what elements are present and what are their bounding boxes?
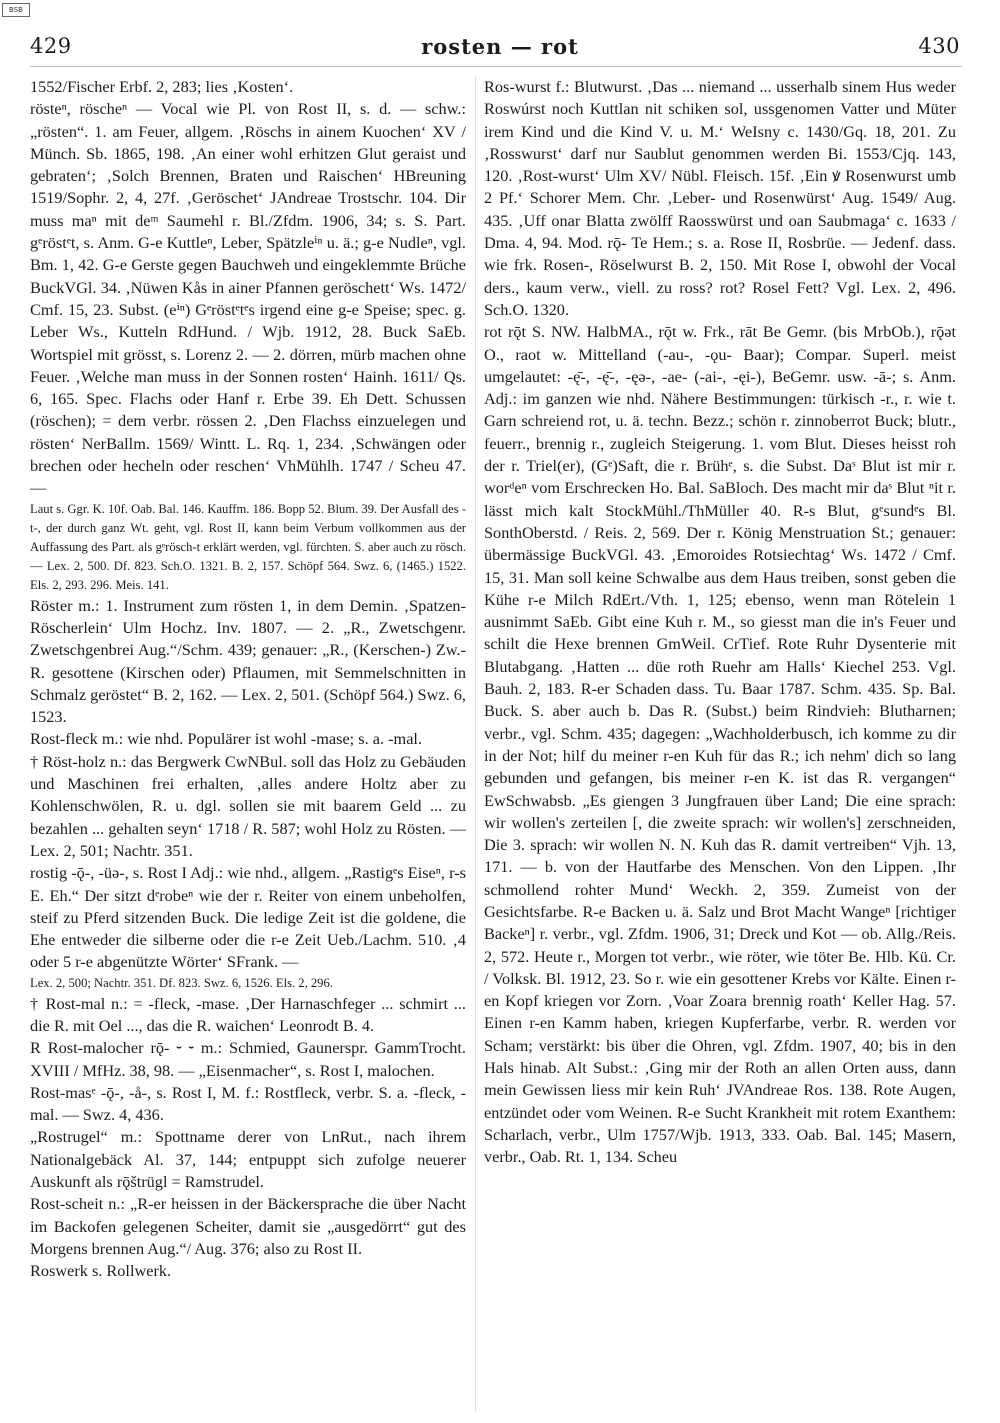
dictionary-entry: „Rostrugel“ m.: Spottname derer von LnRut., nach ihrem Nationalgebäck Al. 37, 144; entpuppt sich zufolge neuerer Auskunft als rǭštrügl = Ramstrudel. [30,1127,466,1192]
right-column [484,76,956,1416]
column-divider [475,76,476,1412]
dictionary-entry: rostig -ǭ-, -üǝ-, s. Rost I Adj.: wie nhd., allgem. „Rastigᵉs Eiseⁿ, r-s E. Eh.“ Der sitzt dᵉrobeⁿ wie der r. Reiter von einem unbeholfen, steif zu Pferd sitzenden Buck. Die ledige Zeit ist die goldene, die Ehe entweder die silberne oder die r-e Zeit Ueb./Lachm. 510. ‚4 oder 5 r-e abgenützte Wörter‘ SFrank. — [30,863,466,972]
dictionary-entry: Lex. 2, 500; Nachtr. 351. Df. 823. Swz. 6, 1526. Els. 2, 296. [30,975,333,990]
dictionary-entry: Rost-scheit n.: „R-er heissen in der Bäckersprache die über Nacht im Backofen gelegenen Scheiter, damit sie „ausgedörrt“ gut des Morgens brennen Aug.“/ Aug. 376; also zu Rost II. [30,1194,466,1258]
dictionary-entry: Roswerk s. Rollwerk. [30,1261,172,1281]
dictionary-entry: rot rǭt S. NW. HalbMA., rǭt w. Frk., rāt Be Gemr. (bis MrbOb.), rǭǝt O., raot w. Mittelland (-au-, -ǫu- Baar); Compar. Superl. meist umgelautet: -ę̄-, -ę̄-, -ęǝ-, -ae- (-ai-, -ęi-), BeGemr. usw. -ā-; s. Anm. Adj.: im ganzen wie nhd. Nähere Bestimmungen: türkisch -r., r. wie t. Garn schreiend rot, u. ä. techn. Bezz.; schön r. zinnoberrot Buck; blutr., feuerr., brennig r., zugleich Steigerung. 1. vom Blut. Dieses heisst roh der r. Triel(er), (Gᵉ)Saft, die r. Brühᵉ, s. die Subst. Daˢ Blut ist mir r. worᵈeⁿ vom Erschrecken Ho. Bal. SaBloch. Des macht mir daˢ Blut ⁿit r. lässt mich kalt StockMühl./ThMüller 40. R-s Blut, gᵉsundᵉs Bl. SonthOberstd. / Reis. 2, 569. Der r. König Menstruation St.; genauer: übermässige BuckVGl. 43. ‚Emoroides Rotsiechtag‘ Ws. 1472 / Cmf. 15, 31. Man soll keine Schwalbe aus dem Haus treiben, sonst geben die Kühe r-e Milch RdErt./Vth. 1, 125; ebenso, wenn man Rötelein 1 ausnimmt SaEb. Gibt eine Kuh r. M., so giesst man die in's Feuer und schilt die Hexe brennen GmWeil. CrTief. Rote Ruhr Dysenterie mit Blutabgang. ‚Hatten ... düe roth Ruehr am Halls‘ Kiechel 253. Vgl. Bauh. 2, 183. R-er Schaden dass. Tu. Baar 1787. Schm. 435. Sp. Bal. Buck. S. aber auch b. Das R. (Subst.) beim Rindvieh: Blutharnen; verbr., vgl. Schm. 435; dagegen: „Wachholderbusch, ich komme zu dir in der Not; hilf du meiner r-en Kuh für das R.; ich nehm' dich so lang gebunden und gefangen, bis meiner r-en K. ist das R. vergangen“ EwSchwabsb. „Es giengen 3 Jungfrauen über Land; Die eine sprach: wir wollen's zerteilen [, die zweite sprach: wir wollen's] zerschneiden, Die 3. sprach: wir wollen N. N. Kuh das R. damit vertreiben“ Vjh. 13, 171. — b. von der Hautfarbe des Menschen. Von den Lippen. ‚Ihr schmollend rohter Mund‘ Weckh. 2, 359. Zumeist von der Gesichtsfarbe. R-e Backen u. ä. Salz und Brot Macht Wangeⁿ [richtiger Backeⁿ] r. verbr., vgl. Zfdm. 1906, 31; Dreck und Kot — ob. Allg./Reis. 2, 572. Heute r., Morgen tot verbr., wie röter, wie töter Be. Hlb. Kü. Cr. / Volksk. Bl. 1912, 23. So r. wie ein gesottener Krebs vor Kälte. Einen r-en Kopf kriegen vor Zorn. ‚Voar Zoara brennig roath‘ Keller Hag. 57. Einen r-en Kamm haben, kriegen Kupferfarbe, verbr. R. werden vor Scham; verstärkt: bis über die Ohren, vgl. Zfdm. 1907, 40; bis in den Hals hinab. Alt Subst.: ‚Ging mir der Roth an allen Orten auss, dann mein Gewissen liess mir kein Ruh‘ JVAndreae Ros. 138. Rote Augen, entzündet oder vom Weinen. R-e Sucht Krankheit mit rotem Exanthem: Scharlach, verbr., Ulm 1757/Wjb. 1913, 333. Oab. Bal. 145; Masern, verbr., Oab. Rt. 1, 134. Scheu [484,322,956,1167]
dictionary-entry: rösteⁿ, röscheⁿ — Vocal wie Pl. von Rost II, s. d. — schw.: „rösten“. 1. am Feuer, allgem. ‚Röschs in ainem Kuochen‘ XV / Münch. Sb. 1865, 198. ‚An einer wohl erhitzen Glut geraist und gebraten‘; ‚Solch Brennen, Braten und Raischen‘ HBreuning 1519/Sophr. 2, 4, 27f. ‚Geröschet‘ JAndreae Trostschr. 104. Dir muss maⁿ mit deᵐ Saumehl r. Bl./Zfdm. 1906, 34; s. S. Part. gᵉröstᵉt, s. Anm. G-e Kuttleⁿ, Leber, Spätzleⁱⁿ u. ä.; g-e Nudleⁿ, vgl. Bm. 1, 42. G-e Gerste gegen Bauchweh und eingeklemmte Brüche BuckVGl. 34. ‚Nüwen Kås in ainer Pfannen geröschett‘ Ws. 1472/ Cmf. 15, 23. Subst. (eⁱⁿ) Gᵉröstᵉtᵉs irgend eine g-e Speise; spec. g. Leber Ws., Kutteln RdHund. / Wjb. 1912, 28. Buck SaEb. Wortspiel mit grösst, s. Lorenz 2. — 2. dörren, mürb machen ohne Feuer. ‚Welche man muss in der Sonnen rosten‘ Hainh. 1611/ Qs. 6, 165. Spec. Flachs oder Hanf r. Erbe 39. Eh Dett. Schussen (röschen); = dem verbr. rössen 2. ‚Den Flachss einzuelegen und rösten‘ NerBallm. 1569/ Wintt. L. Rq. 1, 234. ‚Schwängen oder brechen oder hecheln oder reschen‘ VhMühlh. 1747 / Scheu 47. — [30,99,466,498]
dictionary-entry: 1552/Fischer Erbf. 2, 283; lies ‚Kosten‘. [30,77,294,96]
dictionary-entry: Laut s. Ggr. K. 10f. Oab. Bal. 146. Kauffm. 186. Bopp 52. Blum. 39. Der Ausfall des -t-, der durch ganz Wt. geht, vgl. Rost II, kann beim Verbum vollkommen aus der Auffassung des Part. als gᵉrösch-t erklärt werden, vgl. fürchten. S. aber auch zu rösch. — Lex. 2, 500. Df. 823. Sch.O. 1321. B. 2, 157. Schöpf 564. Swz. 6, (1465.) 1522. Els. 2, 293. 296. Meis. 141. [30,501,466,592]
dictionary-entry: Rost-masᵉ -ǭ-, -å-, s. Rost I, M. f.: Rostfleck, verbr. S. a. -fleck, -mal. — Swz. 4, 436. [30,1082,466,1125]
dictionary-entry: R Rost-malocher rǭ- ⏑ ⏑ m.: Schmied, Gaunerspr. GammTrocht. XVIII / MfHz. 38, 98. — „Eisenmacher“, s. Rost I, malochen. [30,1038,466,1080]
dictionary-entry: Ros-wurst f.: Blutwurst. ‚Das ... niemand ... usserhalb sinem Hus weder Roswúrst noch Kuttlan nit schiken sol, ussgenomen Vatter und Müter irem Kind und die Kind V. u. M.‘ WeIsny c. 1430/Gq. 18, 201. Zu ‚Rosswurst‘ darf nur Saublut genommen werden Bi. 1553/Cjq. 143, 120. ‚Rost-wurst‘ Ulm XV/ Nübl. Fleisch. 15f. ‚Ein ꝟ Rosenwurst umb 2 Pf.‘ Schorer Mem. Chr. ‚Leber- und Rosenwürst‘ Aug. 1549/ Aug. 435. ‚Uff onar Blatta zwölff Raosswürst und oan Saubmaga‘ c. 1633 / Dma. 4, 94. Mod. rǭ- Te Hem.; s. a. Rose II, Rosbrüe. — Jedenf. dass. wie frk. Rosen-, Röselwurst B. 2, 150. Mit Rose I, obwohl der Vocal ders., kaum verw., viell. zu ross? rot? Rosel Fett? Vgl. Lex. 2, 496. Sch.O. 1320. [484,77,956,319]
dictionary-entry: Röster m.: 1. Instrument zum rösten 1, in dem Demin. ‚Spatzen-Röscherlein‘ Ulm Hochz. Inv. 1807. — 2. „R., Zwetschgenr. Zwetschgenbrei Aug.“/Schm. 439; genauer: „R., (Kerschen-) Zw.-R. gesottene (Kirschen oder) Pflaumen, mit Semmelschnitten in Schmalz geröstet“ B. 2, 162. — Lex. 2, 501. (Schöpf 564.) Swz. 6, 1523. [30,595,466,727]
page-number-right: 430 [918,34,960,58]
library-stamp: BSB [2,3,30,17]
dictionary-entry: † Rost-mal n.: = -fleck, -mase. ‚Der Harnaschfeger ... schmirt ... die R. mit Oel ..., das die R. waichen‘ Leonrodt B. 4. [30,993,466,1035]
left-column [30,76,466,1416]
header-rule [30,66,962,67]
dictionary-entry: † Röst-holz n.: das Bergwerk CwNBul. soll das Holz zu Gebäuden und Maschinen frei erhalten, ‚alles andere Holtz aber zu Kohlenschwölen, R. u. dgl. sollen sie mit baarem Geld ... zu bezahlen ... gehalten seyn‘ 1718 / R. 587; wohl Holz zu Rösten. — Lex. 2, 501; Nachtr. 351. [30,751,466,860]
page-number-left: 429 [30,34,72,58]
dictionary-entry: Rost-fleck m.: wie nhd. Populärer ist wohl -mase; s. a. -mal. [30,729,423,749]
running-title: rosten — rot [421,34,579,59]
